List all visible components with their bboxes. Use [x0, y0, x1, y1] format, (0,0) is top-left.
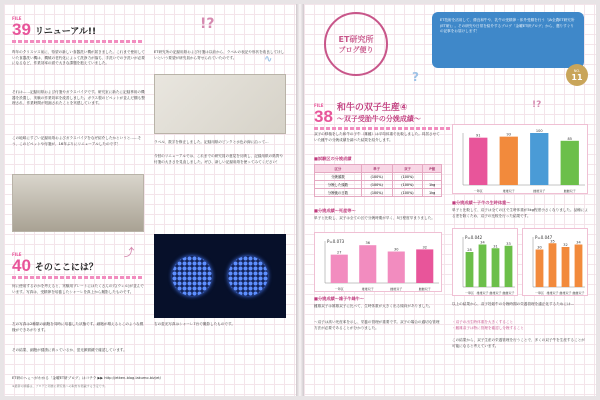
bar	[561, 141, 579, 185]
issue-badge	[566, 64, 588, 86]
dna-icon: ∿	[264, 54, 273, 65]
category-label: 雄雄双子	[502, 189, 515, 193]
file-title: そのここには？	[34, 263, 98, 273]
table-cell: 分娩した頭数	[315, 181, 362, 189]
bar	[505, 246, 513, 287]
category-label: 雌雄双子	[533, 189, 546, 193]
category-label: 一卵区	[334, 287, 344, 291]
table-cell: (100%)	[361, 173, 392, 181]
blog-stamp	[324, 12, 388, 76]
chart-4	[522, 228, 588, 296]
conclusion-list: ・双子の出生時体重を大きくすること ・雌雄双子は特に管理を確認し分娩すること	[452, 320, 524, 330]
section-4-body: 雌雄双子は雄雄双子に比べて、生時体重が大きく出る傾向がありました。	[314, 304, 433, 308]
file-39-body-1: 昨年のクリスマス前に、待望の新しい食器洗い機が届きました。これまで使用していた食器洗い機は、機械の老朽化によって洗浄力が落ち、手洗いでの予洗いが必要になるなど、作業効率の面で大きな課題を抱えていました。	[12, 50, 145, 66]
exclamation-icon: !?	[532, 100, 542, 110]
chart-4-svg	[523, 229, 589, 297]
right-body: 以上の結果から、双子妊娠牛の分娩時期の栄養管理を適正化するためには…	[452, 302, 575, 306]
data-label: 34	[576, 240, 581, 245]
bar	[492, 248, 500, 287]
file-tag: FILE	[12, 16, 22, 21]
bar	[549, 243, 557, 287]
p-value-label: P=0.042	[465, 235, 483, 240]
file-38-lead: 双子の移植をした和牛の子牛（雄雌）は平均体重で比較しました。同居させていた雌牛の分娩成績を調べた結果を紹介します。	[314, 132, 440, 142]
table-cell: 分娩後の日数	[315, 189, 362, 197]
bar	[359, 245, 376, 283]
bar	[388, 252, 405, 284]
category-label: 雌雄双子	[489, 291, 502, 295]
book-spine	[296, 4, 304, 396]
table-cell: (100%)	[392, 173, 423, 181]
category-label: 一卵区	[473, 189, 483, 193]
bar	[479, 245, 487, 288]
section-4-heading: ■分娩成績〜雄子牛雌牛〜	[314, 296, 365, 301]
file-40-body-1: 何に使用するのかを考えると、実験用プレートにはたくさんの穴(ウェル)が並んでいます。写真は、受精卵を培養したシャーレを真上から撮影したものです。	[12, 284, 144, 294]
data-label: 34	[480, 240, 485, 245]
data-label: 30	[537, 245, 542, 250]
data-label: 91	[476, 133, 481, 138]
data-label: 32	[563, 243, 568, 247]
stamp-line-1: ET研究所	[338, 34, 374, 44]
table-cell: (100%)	[361, 189, 392, 197]
category-label: 雌雌双子	[563, 189, 576, 193]
bar	[500, 137, 518, 185]
p-value-label: P=0.047	[535, 235, 553, 240]
table-header: P値	[423, 165, 442, 173]
section-3-heading: ■分娩成績〜子牛の生時体重〜	[452, 200, 511, 205]
category-label: 雌雌双子	[502, 291, 515, 295]
data-label: 33	[506, 241, 511, 246]
petri-dish	[172, 256, 212, 296]
table-header: 双子	[392, 165, 423, 173]
bar	[469, 138, 487, 185]
file-number: 39	[12, 20, 31, 39]
chart-3-svg	[453, 229, 519, 297]
table-header: 区分	[315, 165, 362, 173]
file-number: 40	[12, 256, 31, 275]
left-page	[4, 4, 296, 396]
file-40-header	[12, 252, 142, 279]
file-40-caption: 右の蛍光写真はシャーレ7台で撮影したものです。	[154, 322, 235, 326]
intro-text: ET技術を活用して、優良和牛や、乳牛の受精卵・体外受精を行う「JA全農ET研究所(ET研)」。その研究や日常を紹介するブログ「金曜ET研ブログ」から、選りすぐりの記事をお届けします！	[440, 18, 575, 34]
table-cell: 1kg	[423, 181, 442, 189]
table-header: 単子	[361, 165, 392, 173]
chart-2-svg	[315, 233, 443, 293]
table-cell: 1kg	[423, 189, 442, 197]
data-label: 27	[337, 250, 342, 255]
question-icon: ?	[412, 70, 419, 84]
section-2-body: 単子と比較し、双子は全ての区で分娩時期が早く、5日程度早まりました。	[314, 216, 435, 220]
notepad-photo	[154, 74, 286, 134]
right-page	[304, 4, 596, 396]
data-label: 28	[467, 248, 472, 252]
bar	[536, 250, 544, 288]
footer-note: ※最新の順番は、ブログと同様に研究員への取材を掲載する予定です。	[12, 384, 108, 388]
fluorescence-photo	[154, 234, 286, 318]
category-label: 雌雌双子	[418, 287, 431, 291]
category-label: 雄雄双子	[546, 291, 559, 295]
file-title: リニューアル!!	[34, 27, 97, 37]
category-label: 雌雌双子	[572, 291, 585, 295]
data-label: 100	[535, 129, 543, 133]
section-2-heading: ■分娩成績〜死産等〜	[314, 208, 356, 213]
file-subtitle: 〜双子受胎牛の分娩成績〜	[336, 115, 421, 123]
data-label: 31	[493, 244, 498, 249]
category-label: 一卵区	[464, 291, 475, 295]
bar	[331, 255, 348, 283]
file-tag: FILE	[314, 103, 324, 108]
file-40-body-2: 左の写真は2種類の細胞を同時に培養した状態です。細胞が増えるとこのような模様ができあがります。	[12, 322, 144, 332]
petri-dish	[228, 256, 268, 296]
file-39-body-3: この地味にすごい記録用紙およびガラスパイプをなぜ紹介したかというと……そう、このピペットや付箋が、16年ぶりにリニューアルしたのです！	[12, 136, 142, 146]
table-cell: 分娩頭数	[315, 173, 362, 181]
bar	[562, 247, 570, 287]
chart-3	[452, 228, 518, 296]
badge-number: 11	[571, 72, 583, 82]
file-tag: FILE	[12, 252, 22, 257]
data-label: 30	[394, 247, 399, 252]
exclamation-icon: !?	[200, 16, 215, 32]
chart-2	[314, 232, 442, 292]
section-3-body: 単子と比較して、双子は全ての区で生時体重が5kg程度小さくなりました。品種による差を除くため、双子の比較を行った結果です。	[452, 208, 588, 218]
wavy-divider	[12, 40, 142, 43]
file-39-caption: ラベル、数字を修正しました。記録用紙のピンクと水色の線に沿って…	[154, 140, 269, 144]
table-cell: (100%)	[361, 181, 392, 189]
table-cell	[423, 173, 442, 181]
data-label: 32	[422, 245, 427, 250]
equipment-photo	[12, 174, 144, 232]
section-5-body: 〜双子は高い死産率を示し、栄養の管理が重要です。双子の場合の適切な管理方法が必要であることが分かりました。	[314, 320, 440, 330]
table-cell: (100%)	[392, 181, 423, 189]
end-text: この結果から、双子生産の栄養管理を行うことで、多くの双子牛を生産することが可能になると考えています。	[452, 338, 585, 348]
category-label: 雌雄双子	[559, 291, 572, 295]
arrow-icon: ⤴	[124, 248, 134, 259]
blog-link[interactable]: ET研のへぇ～がわかる「金曜ET研ブログ」はコチラ ▶▶ http://etken-blog.lakumo.biz/et/	[12, 376, 161, 380]
file-number: 38	[314, 107, 333, 126]
file-39-body-5: 今回のリニューアルでは、これまでの研究員の意見を反映し、記録用紙の紙質や付箋の大きさを見直しました。ぜひ、新しい記録用紙を使ってみてください！	[154, 154, 283, 164]
table-cell: (100%)	[392, 189, 423, 197]
category-label: 一卵区	[534, 291, 545, 295]
chart-1	[452, 124, 588, 194]
results-table	[314, 164, 442, 197]
file-title: 和牛の双子生産④	[336, 103, 408, 113]
section-1-heading: ■試験区の分娩成績	[314, 156, 352, 161]
bar	[530, 133, 548, 185]
stamp-line-2: ブログ便り	[338, 45, 374, 54]
data-label: 93	[506, 132, 511, 137]
file-38-header	[314, 100, 474, 130]
data-label: 36	[365, 241, 370, 246]
table-row	[315, 189, 442, 197]
category-label: 雄雄双子	[361, 287, 374, 291]
file-39-body-2: それは……記録用紙および付箋やガラスパイプです。研究室に新たに記録専用の機器を設置し、実験の作業効率を改善しました。ガラス製のピペットが並んだ棚も整理され、作業時間が短縮されたことを実感しています。	[12, 90, 145, 106]
p-value-label: P=0.073	[327, 239, 345, 244]
wavy-divider	[12, 276, 142, 279]
bar	[575, 245, 583, 288]
intro-box	[432, 12, 584, 68]
file-39-body-4: ET研究所の記録用紙および付箋は以前から、ラベルの表記や形状を改良してほしいという要望が研究員から寄せられていたのです。	[154, 50, 285, 60]
file-40-body-3: その結果、細胞が健康に育っているか、蛍光顕微鏡で確認しています。	[12, 348, 127, 352]
chart-1-svg	[453, 125, 589, 195]
file-39-header	[12, 16, 142, 43]
table-row	[315, 181, 442, 189]
badge-label: NO.	[573, 68, 581, 73]
category-label: 雌雄双子	[390, 287, 403, 291]
data-label: 35	[550, 239, 555, 244]
bar	[466, 252, 474, 287]
category-label: 雄雄双子	[476, 291, 489, 295]
wavy-divider	[314, 127, 474, 130]
table-row	[315, 173, 442, 181]
bar	[416, 249, 433, 283]
data-label: 85	[567, 136, 572, 141]
